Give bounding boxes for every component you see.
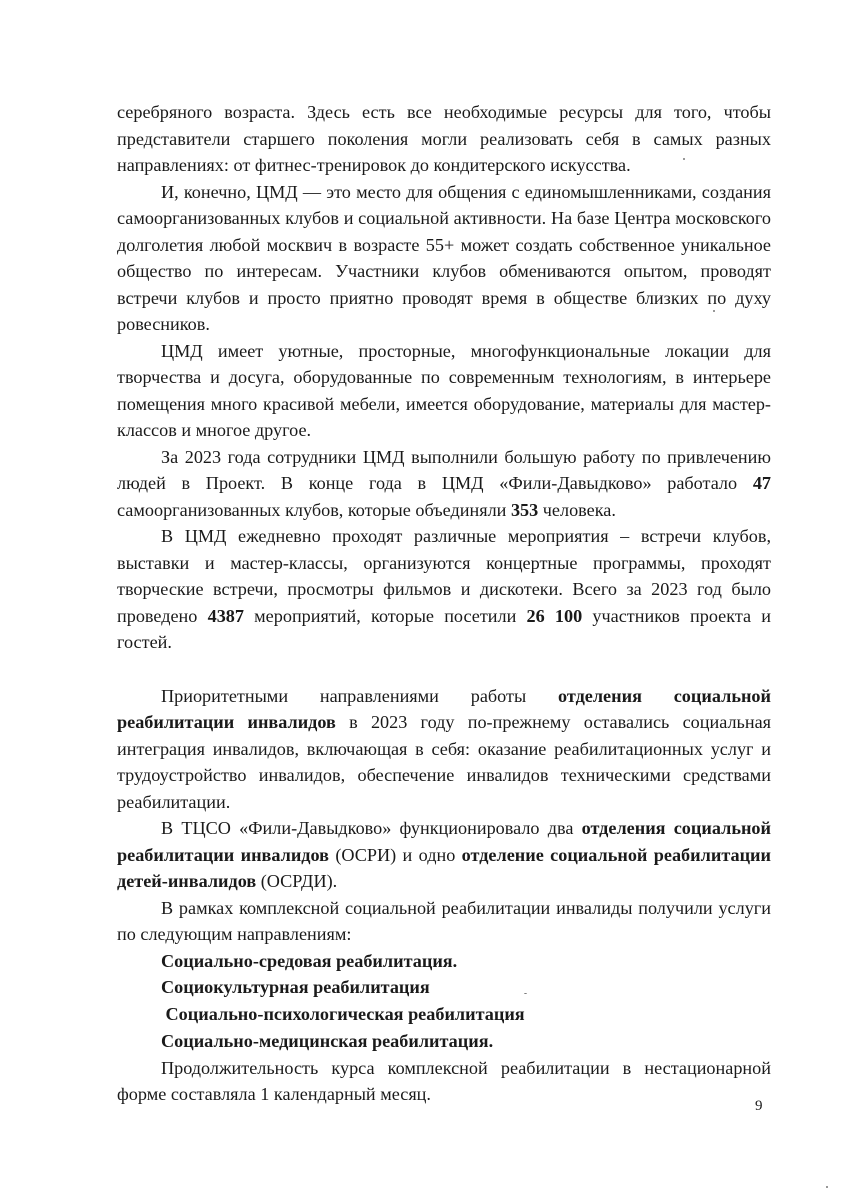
- paragraph-7: [117, 815, 771, 895]
- paragraph-4-text-3: человека.: [538, 499, 616, 520]
- paragraph-6-text-1: Приоритетными направлениями работы: [161, 685, 559, 706]
- paragraph-4-text-2: самоорганизованных клубов, которые объединяли: [117, 499, 511, 520]
- paragraph-7-text-1: В ТЦСО «Фили-Давыдково» функционировало два: [161, 818, 582, 838]
- osrdi-name-bold: отделение социальной реабилитации детей-инвалидов: [117, 844, 772, 891]
- document-body: [117, 99, 771, 1108]
- list-item: Социально-психологическая реабилитация: [161, 1004, 525, 1025]
- paragraph-5-text-1: В ЦМД ежедневно проходят различные мероприятия – встречи клубов, выставки и мастер-классы, организуются концертные программы, проходят творческие встречи, просмотры фильмов и дискотеки. Всего за 2023 год было проведено: [117, 526, 771, 626]
- osri-name-bold: отделения социальной реабилитации инвалидов: [117, 818, 771, 865]
- people-count: 353: [510, 499, 539, 520]
- paragraph-7-text-2: (ОСРИ) и одно: [328, 844, 462, 865]
- paragraph-8: В рамках комплексной социальной реабилитации инвалиды получили услуги по следующим направлениям:: [117, 897, 771, 944]
- page-number: 9: [755, 1098, 763, 1114]
- paragraph-4: [117, 444, 771, 524]
- paragraph-6-text-2: в 2023 году по-прежнему оставались социальная интеграция инвалидов, включающая в себя: оказание реабилитационных услуг и трудоустройство инвалидов, обеспечение инвалидов техническими средствами реабилитации.: [117, 712, 772, 812]
- list-item: Социально-средовая реабилитация.: [161, 950, 458, 971]
- paragraph-gap: [117, 656, 771, 683]
- list-item: Социально-медицинская реабилитация.: [161, 1030, 494, 1051]
- paragraph-7-text-3: (ОСРДИ).: [256, 871, 338, 891]
- paragraph-4-text-1: За 2023 года сотрудники ЦМД выполнили большую работу по привлечению людей в Проект. В конце года в ЦМД «Фили-Давыдково» работало: [117, 446, 771, 493]
- paragraph-9: Продолжительность курса комплексной реабилитации в нестационарной форме составляла 1 календарный месяц.: [117, 1057, 771, 1105]
- paragraph-5-text-3: участников проекта и гостей.: [117, 605, 771, 652]
- scan-speck: [524, 993, 527, 994]
- participants-count: 26 100: [526, 605, 583, 626]
- events-count: 4387: [207, 605, 244, 626]
- list-item: Социокультурная реабилитация: [161, 977, 430, 998]
- clubs-count: 47: [752, 473, 771, 493]
- paragraph-6: [117, 683, 771, 816]
- scan-speck: [826, 1186, 828, 1188]
- paragraph-2: И, конечно, ЦМД — это место для общения с единомышленниками, создания самоорганизованных клубов и социальной активности. На базе Центра московского долголетия любой москвич в возрасте 55+ может создать собственное уникальное общество по интересам. Участники клубов обмениваются опытом, проводят встречи клубов и просто приятно проводят время в обществе близких по духу ровесников.: [117, 181, 771, 334]
- paragraph-1: серебряного возраста. Здесь есть все необходимые ресурсы для того, чтобы представители старшего поколения могли реализовать себя в самых разных направлениях: от фитнес-тренировок до кондитерского искусства.: [117, 102, 771, 175]
- paragraph-5: [117, 523, 771, 656]
- scan-speck: [713, 310, 715, 312]
- paragraph-3: ЦМД имеет уютные, просторные, многофункциональные локации для творчества и досуга, оборудованные по современным технологиям, в интерьере помещения много красивой мебели, имеется оборудование, материалы для мастер-классов и многое другое.: [117, 340, 771, 440]
- scan-speck: [683, 158, 685, 160]
- paragraph-5-text-2: мероприятий, которые посетили: [243, 605, 527, 626]
- department-name-bold: отделения социальной реабилитации инвалидов: [117, 685, 771, 732]
